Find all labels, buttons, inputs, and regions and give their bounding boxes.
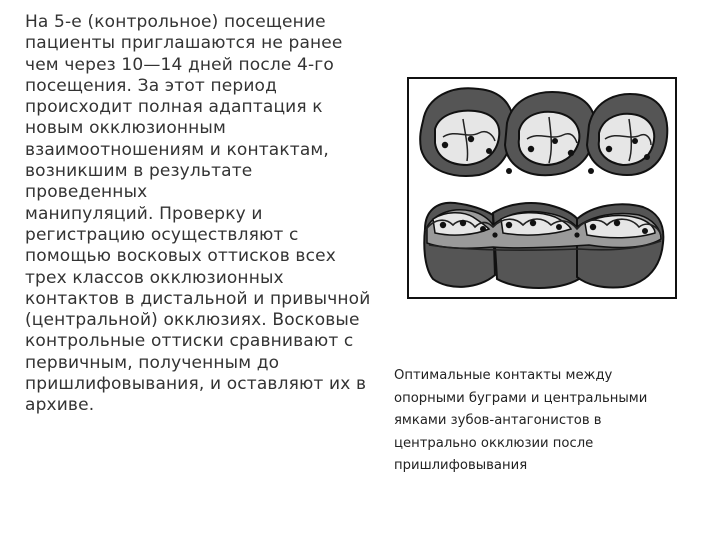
figure-caption: Оптимальные контакты между опорными буграми и центральными ямками зубов-антагонистов в центрально окклюзии после пришлифовывания — [394, 368, 648, 473]
lower-occlusal-surface — [427, 210, 661, 248]
main-text: На 5-е (контрольное) посещение пациенты приглашаются не ранее чем через 10—14 дней после 4-го посещения. За этот период происходит полная адаптация к новым окклюзионным взаимоотношениям и контактам, возникшим в результате проведенных манипуляций. Проверку и регистрацию осуществляют с помощью восковых оттисков всех трех классов окклюзионных контактов в дистальной и привычной (центральной) окклюзиях. Восковые контрольные оттиски сравнивают с первичным, полученным до пришлифовывания, и оставляют их в архиве. — [25, 12, 371, 416]
occlusion-figure — [407, 77, 677, 299]
teeth-illustration — [409, 79, 675, 297]
